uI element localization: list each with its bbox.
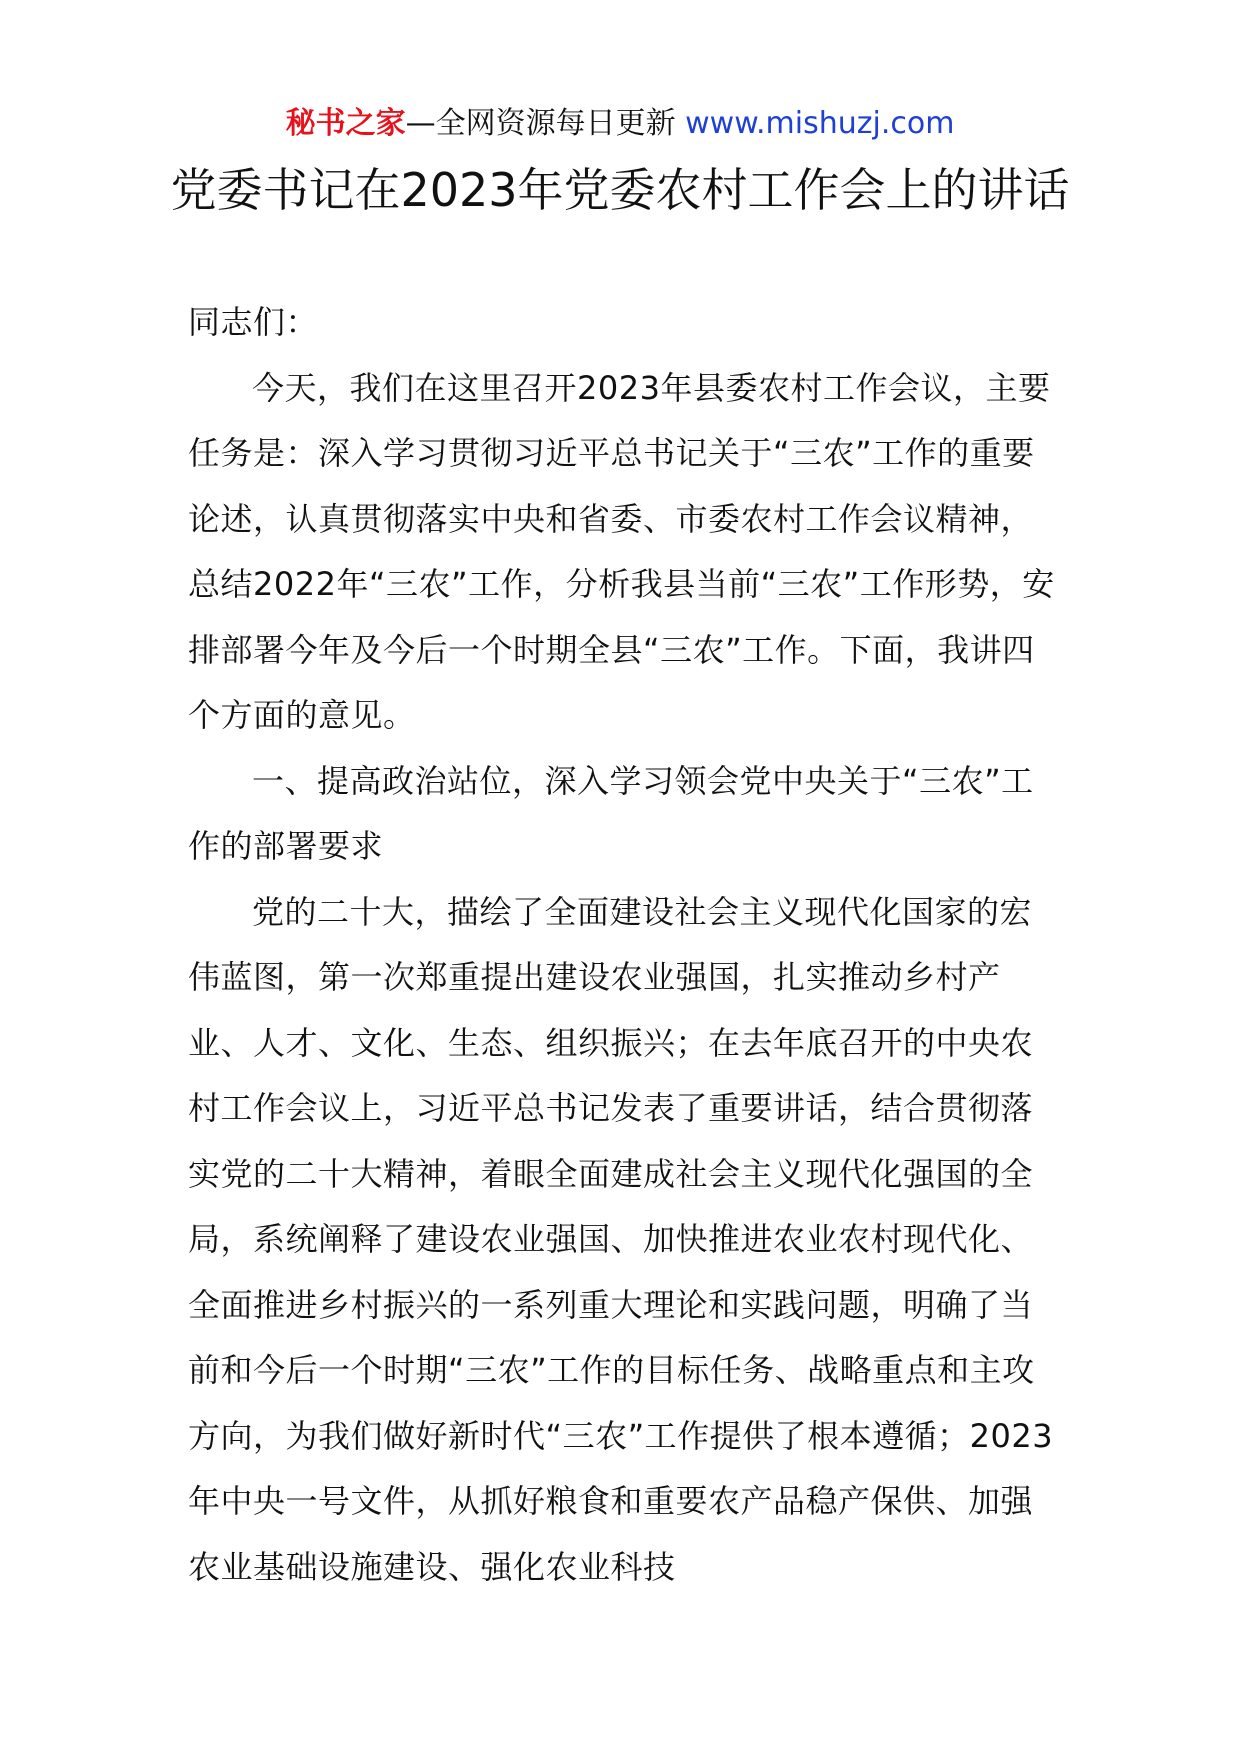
site-url-link[interactable]: www.mishuzj.com [685, 106, 955, 141]
paragraph-intro: 今天，我们在这里召开2023年县委农村工作会议，主要任务是：深入学习贯彻习近平总书记关于“三农”工作的重要论述，认真贯彻落实中央和省委、市委农村工作会议精神，总结2022年“三农”工作，分析我县当前“三农”工作形势，安排部署今年及今后一个时期全县“三农”工作。下面，我讲四个方面的意见。 [188, 368, 1055, 734]
watermark-header [0, 100, 1240, 148]
section-heading-1: 一、提高政治站位，深入学习领会党中央关于“三农”工作的部署要求 [188, 761, 1034, 865]
brand-name: 秘书之家 [285, 106, 406, 141]
salutation: 同志们： [188, 303, 319, 341]
document-body [188, 290, 1058, 1600]
brand-slogan: —全网资源每日更新 [405, 106, 676, 141]
paragraph-section-1: 党的二十大，描绘了全面建设社会主义现代化国家的宏伟蓝图，第一次郑重提出建设农业强国，扎实推动乡村产业、人才、文化、生态、组织振兴；在去年底召开的中央农村工作会议上，习近平总书记发表了重要讲话，结合贯彻落实党的二十大精神，着眼全面建成社会主义现代化强国的全局，系统阐释了建设农业强国、加快推进农业农村现代化、全面推进乡村振兴的一系列重大理论和实践问题，明确了当前和今后一个时期“三农”工作的目标任务、战略重点和主攻方向，为我们做好新时代“三农”工作提供了根本遵循；2023年中央一号文件，从抓好粮食和重要农产品稳产保供、加强农业基础设施建设、强化农业科技 [188, 892, 1054, 1586]
document-title: 党委书记在2023年党委农村工作会上的讲话 [170, 163, 1070, 217]
